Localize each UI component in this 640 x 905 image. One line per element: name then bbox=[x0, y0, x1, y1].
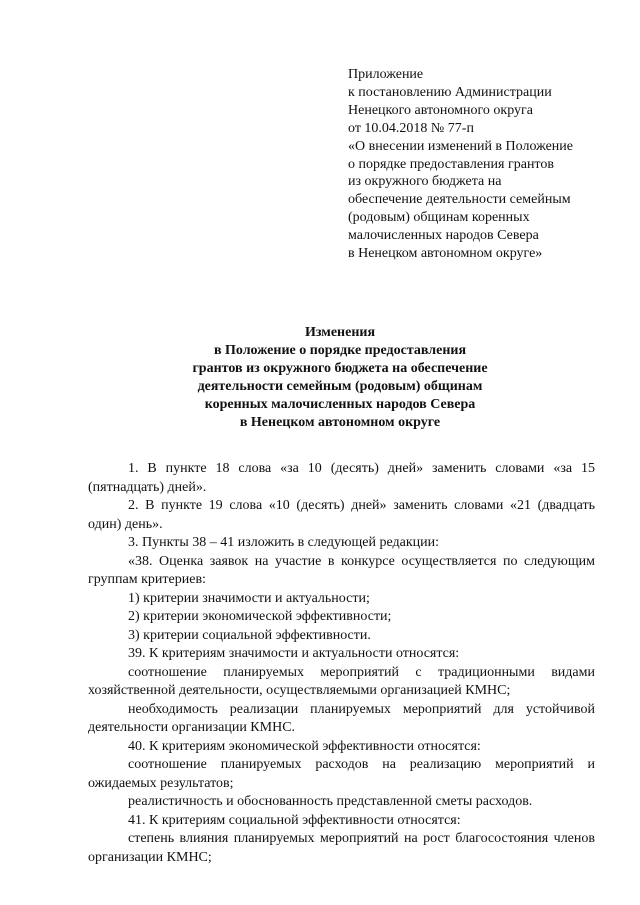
title-line: в Положение о порядке предоставления bbox=[213, 343, 467, 358]
paragraph-item-38: «38. Оценка заявок на участие в конкурсе осуществляется по следующим группам критериев: bbox=[88, 553, 595, 587]
appendix-line: из окружного бюджета на bbox=[348, 174, 502, 190]
criterion-text: соотношение планируемых мероприятий с традиционными видами хозяйственной деятельности, осуществляемыми организацией КМНС; bbox=[88, 664, 595, 698]
appendix-line: Приложение bbox=[348, 67, 424, 82]
criteria-item-2: 2) критерии экономической эффективности; bbox=[128, 609, 392, 624]
appendix-line: обеспечение деятельности семейным bbox=[348, 192, 571, 208]
paragraph-item-2: 2. В пункте 19 слова «10 (десять) дней» заменить словами «21 (двадцать один) день». bbox=[88, 498, 595, 532]
title-line: Изменения bbox=[304, 325, 376, 340]
criteria-item-3: 3) критерии социальной эффективности. bbox=[128, 627, 371, 643]
appendix-line: от 10.04.2018 № 77-п bbox=[348, 120, 474, 136]
criterion-text: реалистичность и обоснованность представленной сметы расходов. bbox=[128, 794, 533, 809]
appendix-line: Ненецкого автономного округа bbox=[348, 102, 533, 118]
appendix-line: в Ненецком автономном округе» bbox=[348, 246, 543, 262]
title-line: в Ненецком автономном округе bbox=[239, 415, 441, 430]
appendix-line: (родовым) общинам коренных bbox=[348, 210, 530, 226]
title-line: коренных малочисленных народов Севера bbox=[204, 397, 476, 412]
appendix-line: к постановлению Администрации bbox=[348, 84, 552, 100]
paragraph-item-40: 40. К критериям экономической эффективности относятся: bbox=[128, 738, 481, 754]
document-body bbox=[88, 460, 595, 867]
title-line: деятельности семейным (родовым) общинам bbox=[197, 379, 483, 394]
appendix-line: малочисленных народов Севера bbox=[348, 228, 539, 244]
appendix-line: «О внесении изменений в Положение bbox=[348, 138, 574, 154]
appendix-block bbox=[348, 66, 608, 263]
paragraph-item-3: 3. Пункты 38 – 41 изложить в следующей редакции: bbox=[128, 535, 440, 550]
criterion-text: степень влияния планируемых мероприятий на рост благосостояния членов организации КМНС; bbox=[88, 831, 595, 865]
criterion-text: необходимость реализации планируемых мероприятий для устойчивой деятельности организации КМНС. bbox=[88, 701, 595, 735]
document-title bbox=[60, 324, 620, 432]
criterion-text: соотношение планируемых расходов на реализацию мероприятий и ожидаемых результатов; bbox=[88, 757, 595, 791]
paragraph-item-1: 1. В пункте 18 слова «за 10 (десять) дней» заменить словами «за 15 (пятнадцать) дней». bbox=[88, 461, 595, 495]
appendix-line: о порядке предоставления грантов bbox=[348, 156, 554, 172]
criteria-item-1: 1) критерии значимости и актуальности; bbox=[128, 590, 370, 606]
title-line: грантов из окружного бюджета на обеспечение bbox=[192, 361, 488, 376]
paragraph-item-39: 39. К критериям значимости и актуальности относятся: bbox=[128, 646, 460, 661]
paragraph-item-41: 41. К критериям социальной эффективности относятся: bbox=[128, 812, 461, 828]
